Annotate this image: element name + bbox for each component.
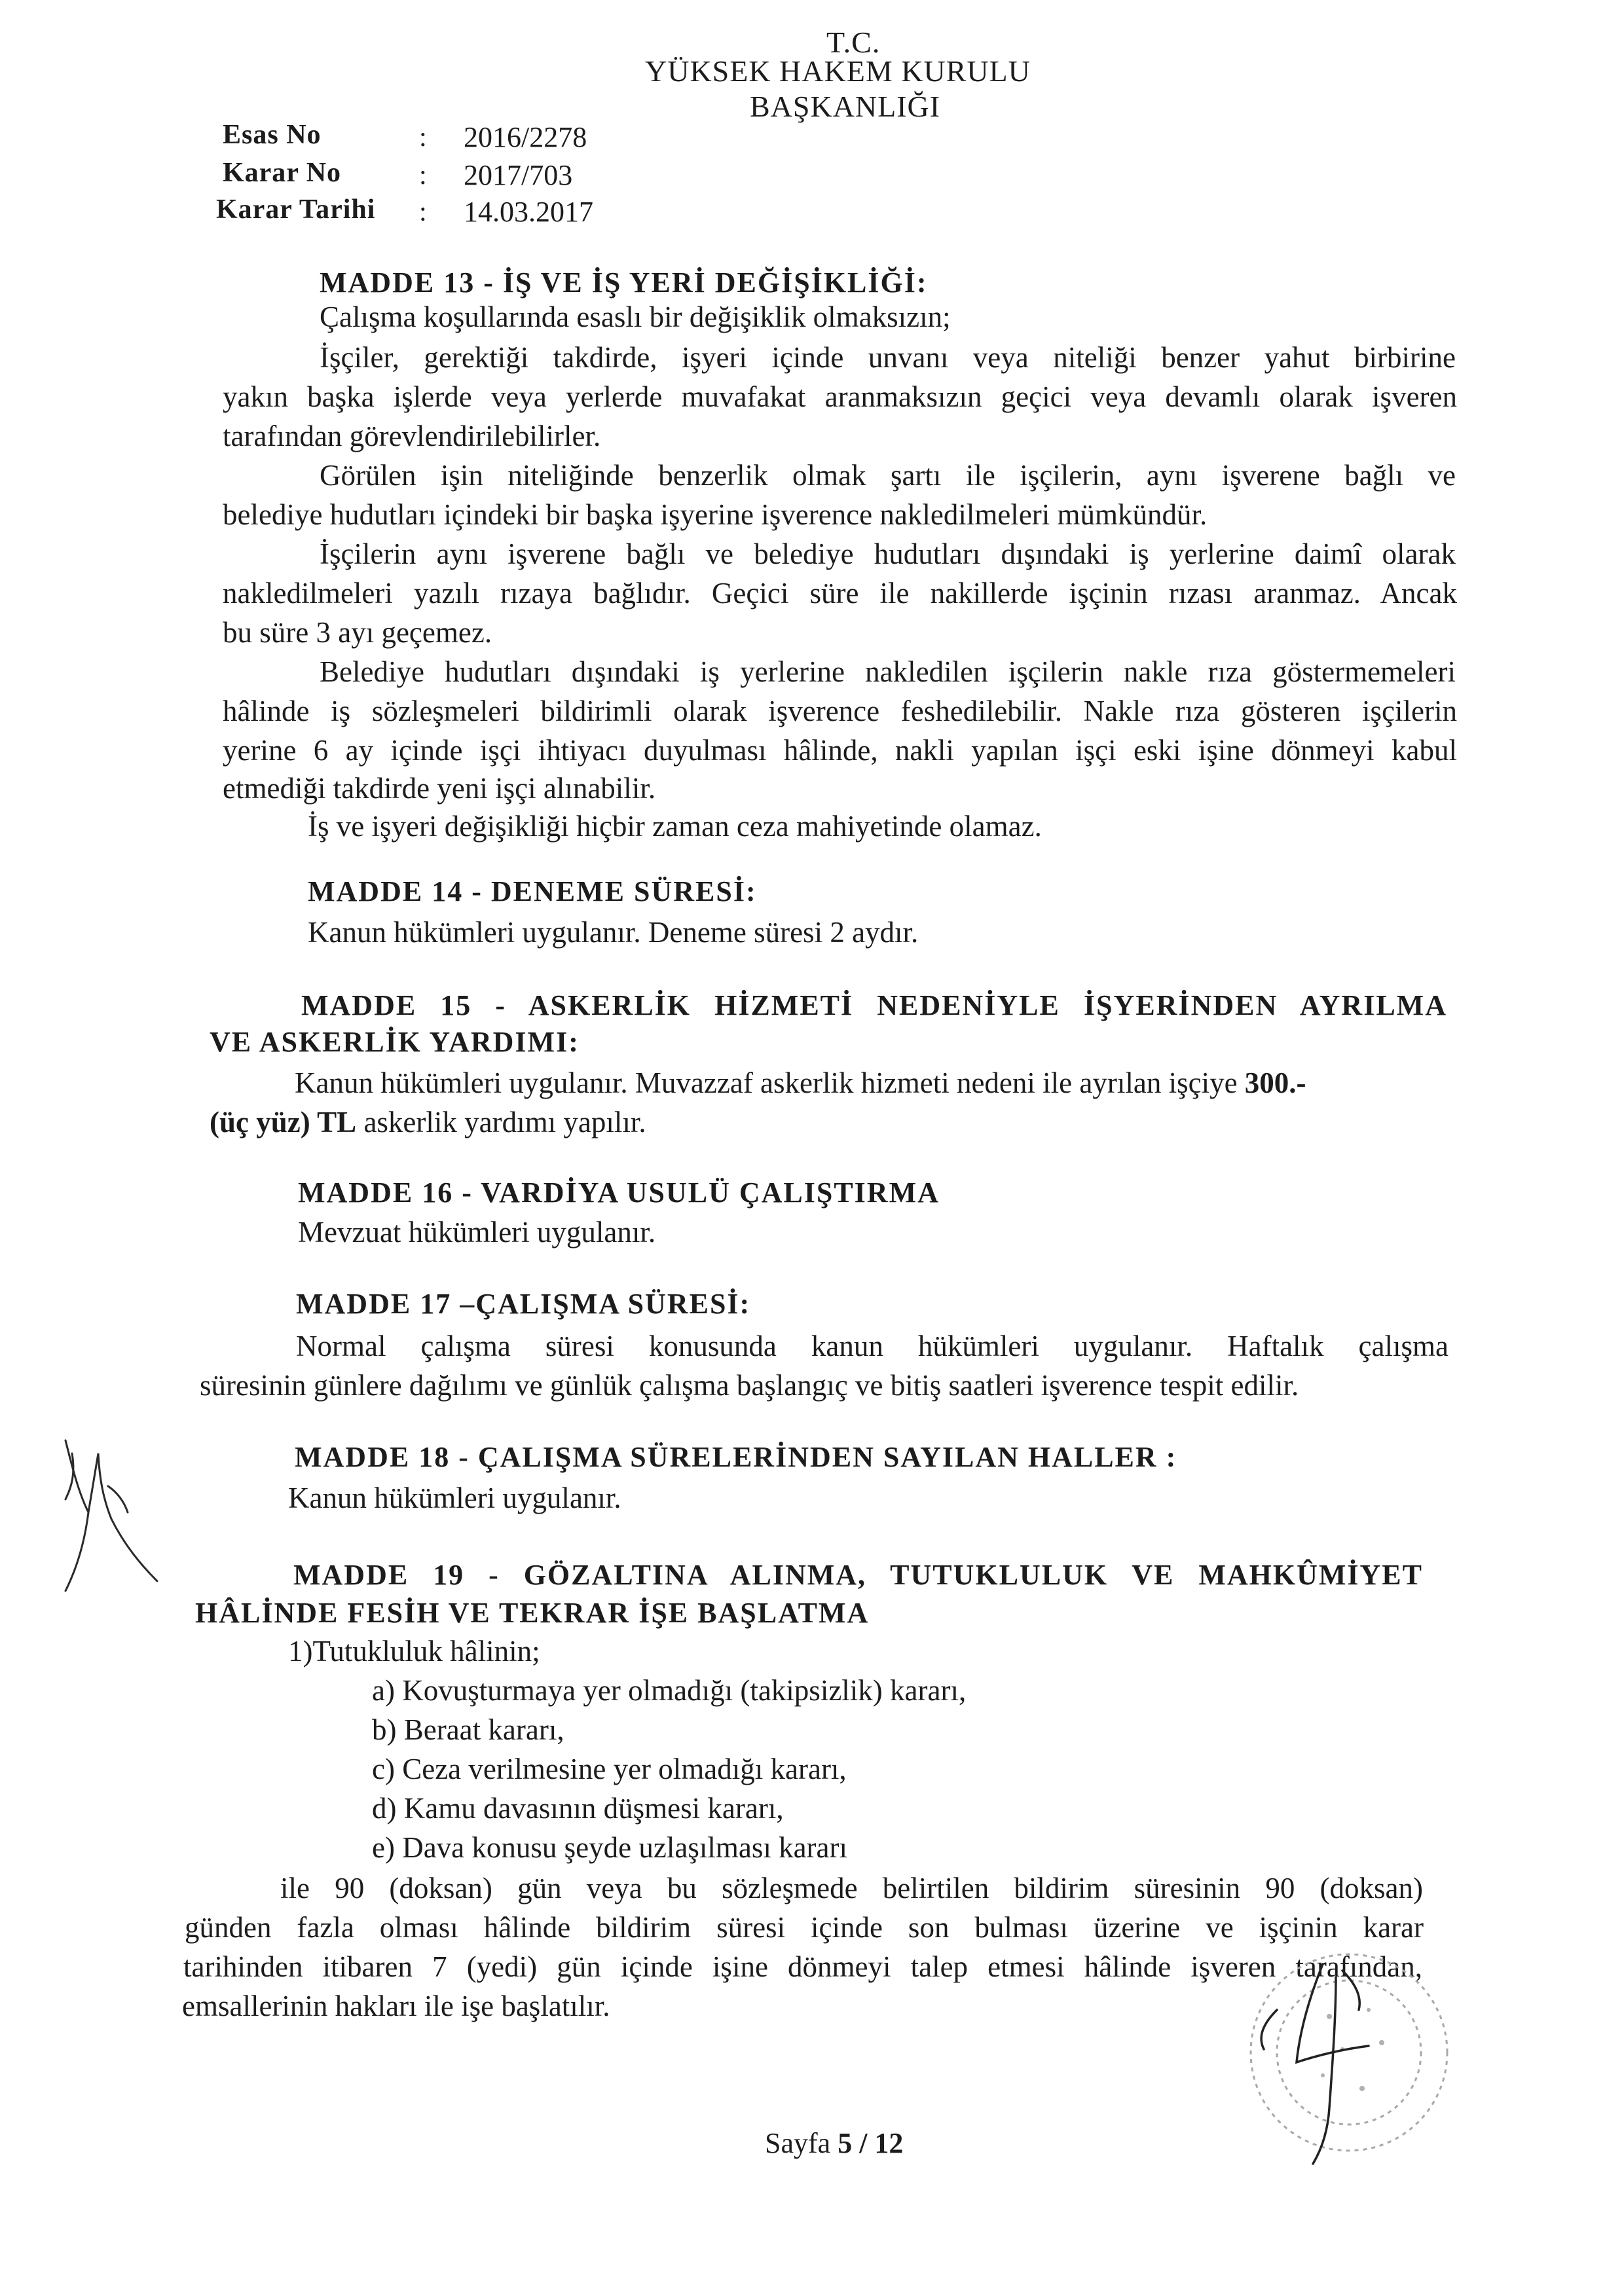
- paragraph-line: [210, 1105, 646, 1139]
- paragraph-line: Mevzuat hükümleri uygulanır.: [298, 1216, 656, 1248]
- esas-separator: :: [419, 122, 427, 153]
- paragraph-line: Normal çalışma süresi konusunda kanun hükümleri uygulanır. Haftalık çalışma: [296, 1330, 1449, 1362]
- paragraph-line: Belediye hudutları dışındaki iş yerlerine nakledilen işçilerin nakle rıza göstermemeleri: [320, 655, 1456, 688]
- article-18-heading: MADDE 18 - ÇALIŞMA SÜRELERİNDEN SAYILAN HALLER :: [295, 1441, 1177, 1473]
- signature-right: [1238, 1958, 1434, 2174]
- list-item: b) Beraat kararı,: [372, 1713, 564, 1746]
- paragraph-line: günden fazla olması hâlinde bildirim süresi içinde son bulması üzerine ve işçinin karar: [185, 1911, 1424, 1944]
- paragraph-line: bu süre 3 ayı geçemez.: [223, 616, 492, 649]
- article-19-heading-cont: HÂLİNDE FESİH VE TEKRAR İŞE BAŞLATMA: [195, 1597, 870, 1629]
- article-15-heading: MADDE 15 - ASKERLİK HİZMETİ NEDENİYLE İŞYERİNDEN AYRILMA: [301, 989, 1447, 1021]
- karar-label: Karar No: [223, 158, 342, 188]
- esas-value: 2016/2278: [464, 121, 587, 153]
- article-16-heading: MADDE 16 - VARDİYA USULÜ ÇALIŞTIRMA: [298, 1176, 940, 1209]
- list-item: d) Kamu davasının düşmesi kararı,: [372, 1792, 784, 1825]
- karar-value: 2017/703: [464, 159, 573, 191]
- paragraph-line: Görülen işin niteliğinde benzerlik olmak şartı ile işçilerin, aynı işverene bağlı ve: [320, 459, 1456, 492]
- paragraph-text: askerlik yardımı yapılır.: [363, 1106, 646, 1139]
- paragraph-line: süresinin günlere dağılımı ve günlük çalışma başlangıç ve bitiş saatleri işverence tespit edilir.: [200, 1369, 1299, 1402]
- page-current: 5: [838, 2127, 853, 2159]
- tarih-separator: :: [419, 197, 427, 227]
- karar-separator: :: [419, 160, 427, 191]
- paragraph-line: İşçiler, gerektiği takdirde, işyeri içinde unvanı veya niteliği benzer yahut birbirine: [320, 341, 1456, 374]
- page-total: 12: [874, 2127, 904, 2159]
- paragraph-line: hâlinde iş sözleşmeleri bildirimli olarak işverence feshedilebilir. Nakle rıza gösteren işçilerin: [223, 695, 1457, 727]
- article-17-heading: MADDE 17 –ÇALIŞMA SÜRESİ:: [296, 1288, 751, 1320]
- tarih-value: 14.03.2017: [464, 196, 593, 228]
- article-14-heading: MADDE 14 - DENEME SÜRESİ:: [308, 875, 757, 907]
- paragraph-line: etmediği takdirde yeni işçi alınabilir.: [223, 772, 656, 805]
- paragraph-line: İş ve işyeri değişikliği hiçbir zaman ceza mahiyetinde olamaz.: [308, 810, 1042, 843]
- list-item: c) Ceza verilmesine yer olmadığı kararı,: [372, 1753, 847, 1785]
- amount-words: (üç yüz) TL: [210, 1106, 357, 1139]
- paragraph-line: 1)Tutukluluk hâlinin;: [288, 1635, 540, 1667]
- paragraph-line: Kanun hükümleri uygulanır.: [288, 1482, 621, 1514]
- paragraph-line: yakın başka işlerde veya yerlerde muvafakat aranmaksızın geçici veya devamlı olarak işveren: [223, 380, 1457, 413]
- page-separator: /: [859, 2127, 868, 2159]
- page-label: Sayfa: [765, 2127, 831, 2159]
- signature-left: [26, 1414, 164, 1611]
- page-number: [765, 2126, 903, 2160]
- list-item: a) Kovuşturmaya yer olmadığı (takipsizlik) kararı,: [372, 1674, 967, 1707]
- paragraph-text: Kanun hükümleri uygulanır. Muvazzaf askerlik hizmeti nedeni ile ayrılan işçiye: [295, 1066, 1238, 1099]
- header-office: BAŞKANLIĞI: [750, 90, 941, 123]
- article-13-heading: MADDE 13 - İŞ VE İŞ YERİ DEĞİŞİKLİĞİ:: [320, 266, 928, 299]
- article-15-heading-cont: VE ASKERLİK YARDIMI:: [210, 1026, 580, 1058]
- esas-label: Esas No: [223, 120, 322, 150]
- header-institution: YÜKSEK HAKEM KURULU: [645, 54, 1031, 88]
- amount-value: 300.-: [1244, 1066, 1306, 1099]
- paragraph-line: nakledilmeleri yazılı rızaya bağlıdır. Geçici süre ile nakillerde işçinin rızası aranmaz. Ancak: [223, 577, 1457, 610]
- list-item: e) Dava konusu şeyde uzlaşılması kararı: [372, 1831, 847, 1864]
- header-tc: T.C.: [826, 26, 881, 59]
- article-19-heading: MADDE 19 - GÖZALTINA ALINMA, TUTUKLULUK VE MAHKÛMİYET: [293, 1559, 1423, 1591]
- paragraph-line: [295, 1066, 1306, 1100]
- paragraph-line: Kanun hükümleri uygulanır. Deneme süresi 2 aydır.: [308, 916, 919, 949]
- paragraph-line: tarihinden itibaren 7 (yedi) gün içinde işine dönmeyi talep etmesi hâlinde işveren tarafından,: [183, 1950, 1422, 1983]
- paragraph-line: tarafından görevlendirilebilirler.: [223, 420, 601, 452]
- paragraph-line: emsallerinin hakları ile işe başlatılır.: [182, 1990, 610, 2022]
- paragraph-line: ile 90 (doksan) gün veya bu sözleşmede belirtilen bildirim süresinin 90 (doksan): [280, 1872, 1423, 1904]
- paragraph-line: İşçilerin aynı işverene bağlı ve belediye hudutları dışındaki iş yerlerine daimî olarak: [320, 538, 1456, 570]
- paragraph-line: Çalışma koşullarında esaslı bir değişiklik olmaksızın;: [320, 301, 951, 333]
- paragraph-line: belediye hudutları içindeki bir başka işyerine işverence nakledilmeleri mümkündür.: [223, 498, 1208, 531]
- paragraph-line: yerine 6 ay içinde işçi ihtiyacı duyulması hâlinde, nakli yapılan işçi eski işine dönmeyi kabul: [223, 734, 1457, 767]
- tarih-label: Karar Tarihi: [216, 194, 376, 225]
